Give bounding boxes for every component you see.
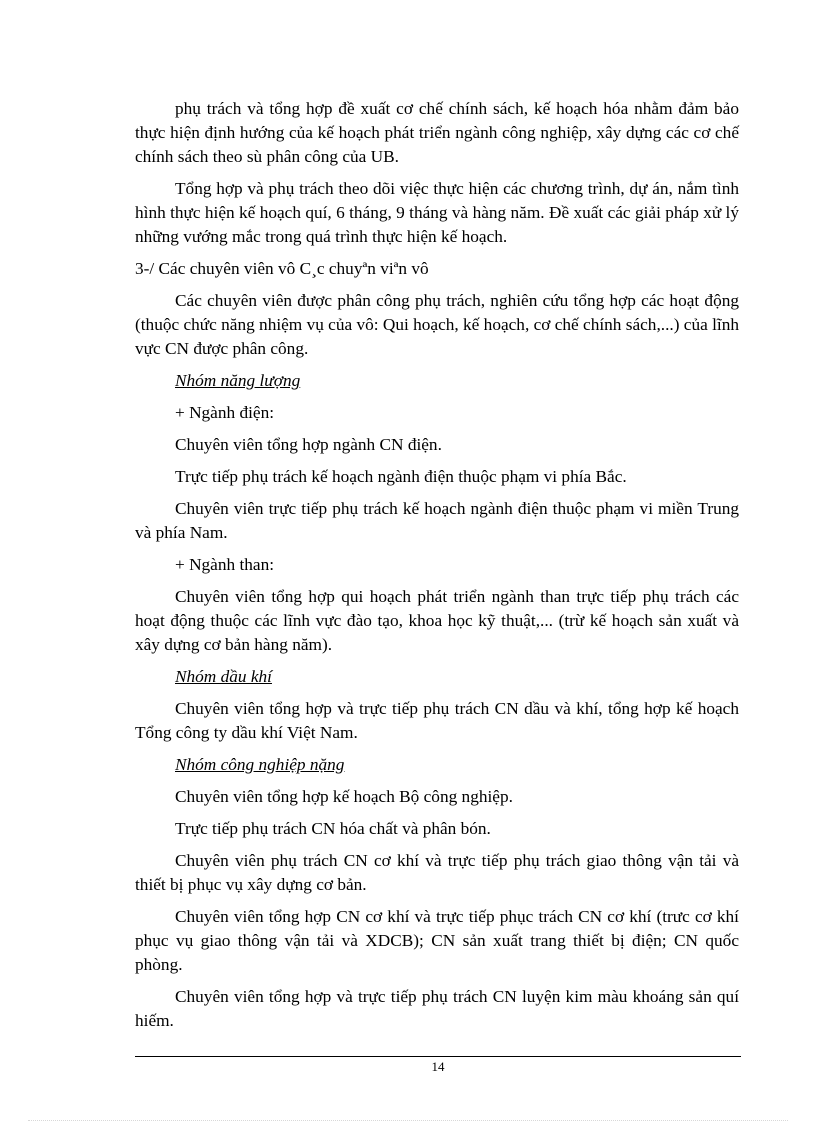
- paragraph: Chuyên viên tổng hợp qui hoạch phát triển ngành than trực tiếp phụ trách các hoạt động thuộc các lĩnh vực đào tạo, khoa học kỹ thuật,... (trừ kế hoạch sản xuất và xây dựng cơ bản hàng năm).: [135, 587, 739, 654]
- group-heading-wrapper: [135, 369, 739, 401]
- bullet-item: + Ngành điện:: [175, 403, 275, 422]
- group-heading-wrapper: [135, 753, 739, 785]
- group-heading-wrapper: [135, 665, 739, 697]
- page-edge-dotted-line: [28, 1120, 788, 1121]
- paragraph: Trực tiếp phụ trách CN hóa chất và phân bón.: [175, 819, 491, 838]
- group-heading: Nhóm dầu khí: [175, 667, 272, 686]
- footer-divider: [135, 1056, 741, 1057]
- paragraph: Chuyên viên tổng hợp CN cơ khí và trực tiếp phục trách CN cơ khí (trưc cơ khí phục vụ giao thông vận tải và XDCB); CN sản xuất trang thiết bị điện; CN quốc phòng.: [135, 907, 739, 974]
- bullet-item: + Ngành than:: [175, 555, 275, 574]
- paragraph: Chuyên viên phụ trách CN cơ khí và trực tiếp phụ trách giao thông vận tải và thiết bị phục vụ xây dựng cơ bản.: [135, 851, 739, 894]
- paragraph: Tổng hợp và phụ trách theo dõi việc thực hiện các chương trình, dự án, nắm tình hình thực hiện kế hoạch quí, 6 tháng, 9 tháng và hàng năm. Đề xuất các giải pháp xử lý những vướng mắc trong quá trình thực hiện kế hoạch.: [135, 179, 739, 246]
- paragraph: Trực tiếp phụ trách kế hoạch ngành điện thuộc phạm vi phía Bắc.: [175, 467, 627, 486]
- paragraph: Chuyên viên trực tiếp phụ trách kế hoạch ngành điện thuộc phạm vi miền Trung và phía Nam.: [135, 499, 739, 542]
- paragraph: Chuyên viên tổng hợp và trực tiếp phụ trách CN dầu và khí, tổng hợp kế hoạch Tổng công ty dầu khí Việt Nam.: [135, 699, 739, 742]
- paragraph: Chuyên viên tổng hợp kế hoạch Bộ công nghiệp.: [175, 787, 513, 806]
- section-heading: 3-/ Các chuyên viên vô C¸c chuyªn viªn vô: [135, 259, 429, 278]
- paragraph: phụ trách và tổng hợp đề xuất cơ chế chính sách, kế hoạch hóa nhằm đảm bảo thực hiện định hướng của kế hoạch phát triển ngành công nghiệp, xây dựng các cơ chế chính sách theo sù phân công của UB.: [135, 99, 739, 166]
- page-number: 14: [431, 1059, 445, 1074]
- paragraph: Các chuyên viên được phân công phụ trách, nghiên cứu tổng hợp các hoạt động (thuộc chức năng nhiệm vụ của vô: Qui hoạch, kế hoạch, cơ chế chính sách,...) của lĩnh vực CN được phân công.: [135, 291, 739, 358]
- group-heading: Nhóm công nghiệp nặng: [175, 755, 345, 774]
- group-heading: Nhóm năng lượng: [175, 371, 301, 390]
- paragraph: Chuyên viên tổng hợp ngành CN điện.: [175, 435, 442, 454]
- paragraph: Chuyên viên tổng hợp và trực tiếp phụ trách CN luyện kim màu khoáng sản quí hiếm.: [135, 987, 739, 1030]
- page-body: [135, 97, 739, 1041]
